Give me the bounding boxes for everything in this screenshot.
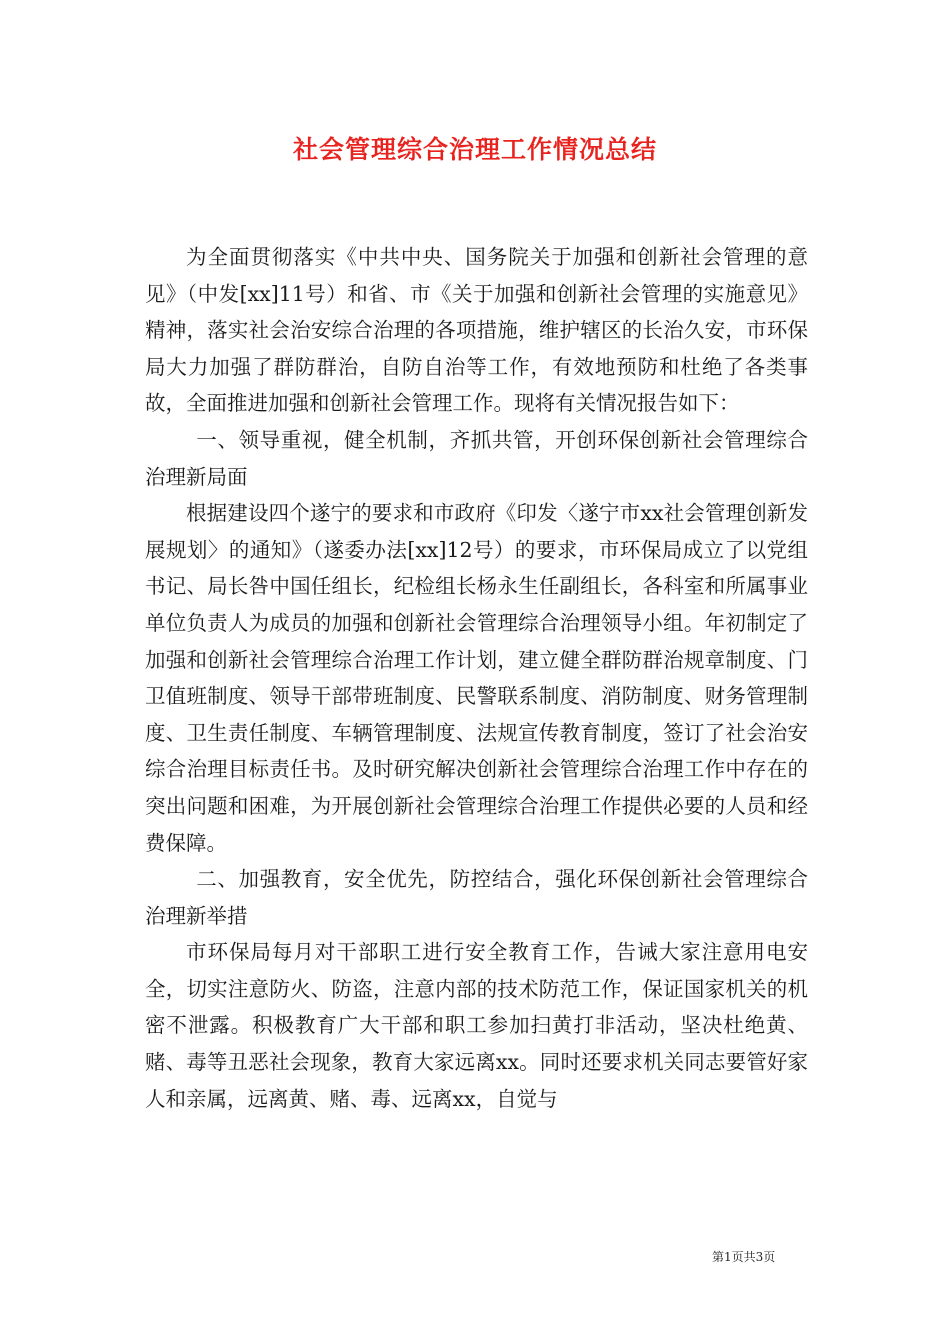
section-heading-2: 二、加强教育，安全优先，防控结合，强化环保创新社会管理综合治理新举措 [145, 867, 808, 928]
section-1-paragraph: 根据建设四个遂宁的要求和市政府《印发〈遂宁市xx社会管理创新发展规划〉的通知》（遂委办法[xx]12号）的要求，市环保局成立了以党组书记、局长咎中国任组长，纪检组长杨永生任副组长，各科室和所属事业单位负责人为成员的加强和创新社会管理综合治理领导小组。年初制定了加强和创新社会管理综合治理工作计划，建立健全群防群治规章制度、门卫值班制度、领导干部带班制度、民警联系制度、消防制度、财务管理制度、卫生责任制度、车辆管理制度、法规宣传教育制度，签订了社会治安综合治理目标责任书。及时研究解决创新社会管理综合治理工作中存在的突出问题和困难，为开展创新社会管理综合治理工作提供必要的人员和经费保障。 [145, 501, 808, 855]
page-number-footer: 第1页共3页 [712, 1250, 776, 1264]
section-2-paragraph: 市环保局每月对干部职工进行安全教育工作，告诫大家注意用电安全，切实注意防火、防盗，注意内部的技术防范工作，保证国家机关的机密不泄露。积极教育广大干部和职工参加扫黄打非活动，坚决杜绝黄、赌、毒等丑恶社会现象，教育大家远离xx。同时还要求机关同志要管好家人和亲属，远离黄、赌、毒、远离xx，自觉与 [145, 940, 808, 1111]
section-heading-1: 一、领导重视，健全机制，齐抓共管，开创环保创新社会管理综合治理新局面 [145, 427, 808, 489]
document-body [145, 239, 808, 1117]
intro-paragraph: 为全面贯彻落实《中共中央、国务院关于加强和创新社会管理的意见》（中发[xx]11号）和省、市《关于加强和创新社会管理的实施意见》精神，落实社会治安综合治理的各项措施，维护辖区的长治久安，市环保局大力加强了群防群治，自防自治等工作，有效地预防和杜绝了各类事故，全面推进加强和创新社会管理工作。现将有关情况报告如下： [145, 245, 808, 416]
document-title: 社会管理综合治理工作情况总结 [292, 135, 657, 164]
